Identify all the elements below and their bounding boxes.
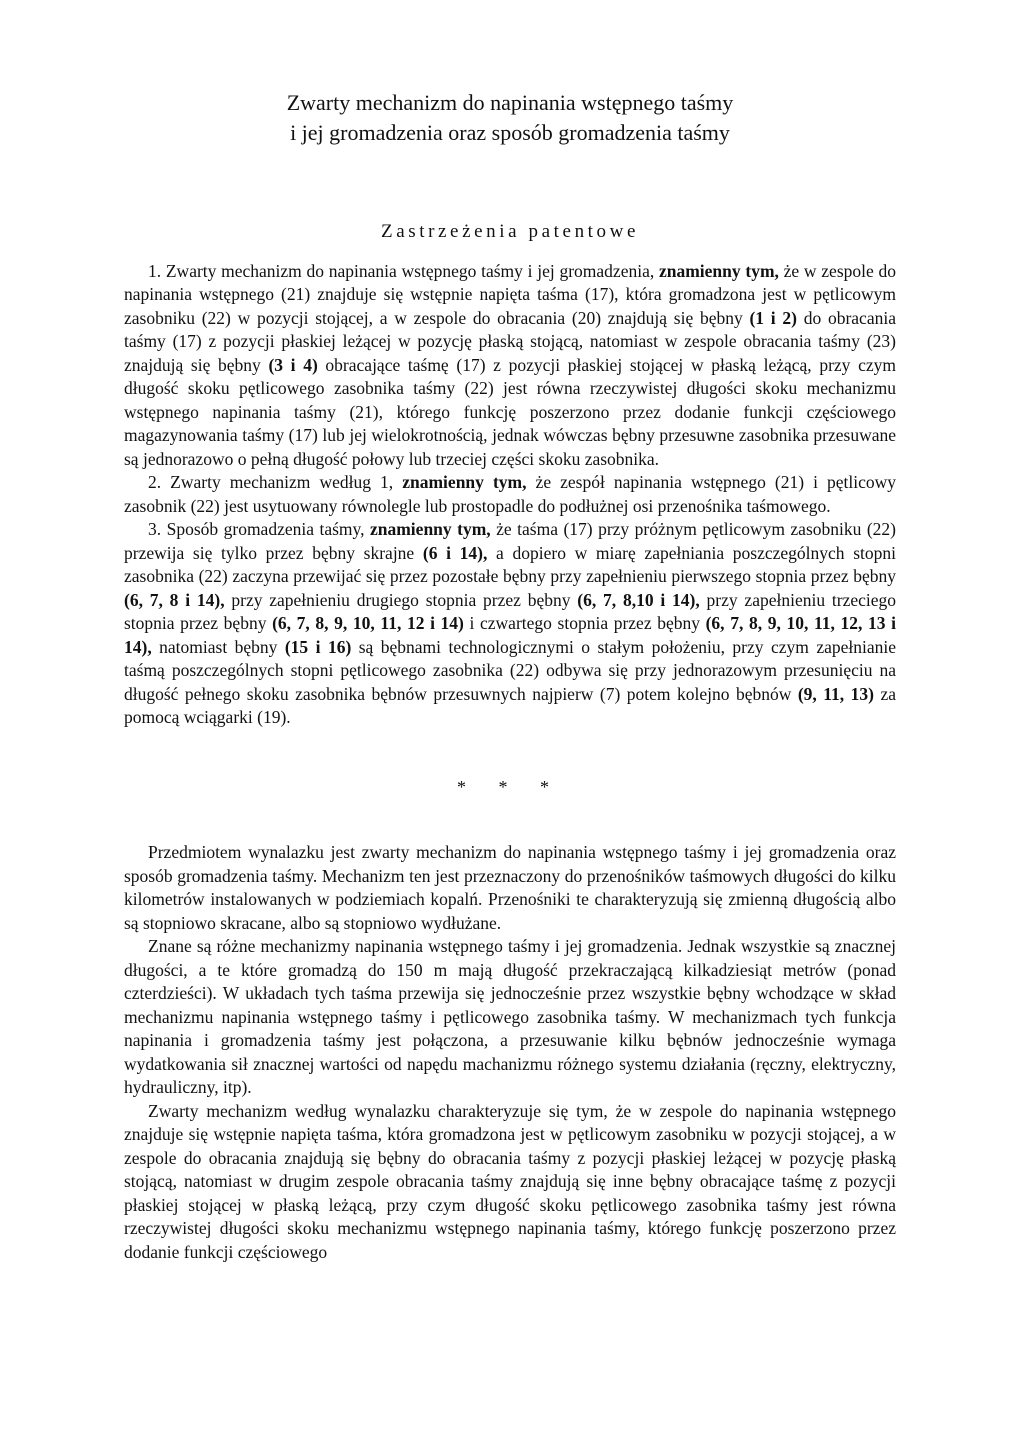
claim-2	[124, 471, 896, 518]
claims-section	[124, 260, 896, 730]
claim-3-ref-f: (6, 7, 8 i 14),	[124, 589, 225, 610]
section-separator: * * *	[457, 776, 563, 797]
claim-3-ref-j: (6, 7, 8, 9, 10, 11, 12 i 14)	[272, 613, 464, 633]
claim-1-text-c: że w zespole do napinania wstępnego (21) znajduje się wstępnie napięta taśma (17), która gromadzona jest w pętlicowym zasobniku (22) w pozycji stojącej, a w zespole do obracania (20) znajdują się bębny	[124, 260, 896, 328]
claim-3-text-c: że taśma (17) przy próżnym pętlicowym zasobniku (22) przewija się tylko przez bębny skrajne	[124, 519, 897, 563]
claim-3-text-g: przy zapełnieniu drugiego stopnia przez bębny	[224, 589, 578, 610]
claims-heading: Zastrzeżenia patentowe	[380, 221, 639, 242]
description-paragraph-3: Zwarty mechanizm według wynalazku charakteryzuje się tym, że w zespole do napinania wstępnego znajduje się wstępnie napięta taśma, która gromadzona jest w pętlicowym zasobniku w pozycji stojącej, a w zespole do obracania znajdują się bębny do obracania taśmy z pozycji płaskiej leżącej w pozycję płaską stojącą, natomiast w drugim zespole obracania taśmy znajdują się inne bębny obracające taśmę z pozycji płaskiej stojącej w płaską leżącą, przy czym długość skoku pętlicowego zasobnika taśmy jest równa rzeczywistej długości skoku mechanizmu wstępnego napinania taśmy, którego funkcję poszerzono przez dodanie funkcji częściowego	[124, 1100, 896, 1262]
claim-1-ref-d: (1 i 2)	[749, 307, 797, 328]
claim-1	[124, 260, 896, 472]
claim-3-keyword: znamienny tym,	[369, 519, 491, 539]
claim-3-ref-p: (9, 11, 13)	[797, 683, 874, 704]
claim-3-text-o: są bębnami technologicznymi o stałym położeniu, przy czym zapełnianie taśmą poszczególnych stopni pętlicowego zasobnika (22) odbywa się przy jednorazowym przesunięciu na długość pełnego skoku zasobnika bębnów przesuwnych najpierw (7) potem kolejno bębnów	[124, 636, 896, 704]
description-paragraph-2: Znane są różne mechanizmy napinania wstępnego taśmy i jej gromadzenia. Jednak wszystkie są znacznej długości, a te które gromadzą do 150 m mają długość przekraczającą kilkadziesiąt metrów (ponad czterdzieści). W układach tych taśma przewija się jednocześnie przez wszystkie bębny wchodzące w skład mechanizmu napinania wstępnego taśmy i pętlicowego zasobnika taśmy. W mechanizmach tych funkcja napinania i gromadzenia taśmy jest połączona, a przesuwanie kilku bębnów jednocześnie wymaga wydatkowania sił znacznej wartości od napędu machanizmu różnego systemu działania (ręczny, elektryczny, hydrauliczny, itp).	[124, 936, 896, 1097]
claim-2-text-c: że zespół napinania wstępnego (21) i pętlicowy zasobnik (22) jest usytuowany równolegle lub prostopadle do podłużnej osi przenośnika taśmowego.	[124, 472, 897, 516]
claim-3-text-a: 3. Sposób gromadzenia taśmy,	[148, 519, 370, 539]
claim-2-text-a: 2. Zwarty mechanizm według 1,	[148, 472, 403, 492]
claim-1-ref-f: (3 i 4)	[268, 354, 318, 375]
claim-3-text-i: przy zapełnieniu trzeciego stopnia przez bębny	[124, 589, 897, 633]
claim-3-text-q: za pomocą wciągarki (19).	[124, 683, 896, 727]
claim-2-keyword: znamienny tym,	[402, 472, 527, 492]
claim-3-ref-l: (6, 7, 8, 9, 10, 11, 12, 13 i 14),	[124, 613, 896, 657]
claim-1-text-a: 1. Zwarty mechanizm do napinania wstępnego taśmy i jej gromadzenia,	[148, 260, 659, 281]
description-paragraph-1: Przedmiotem wynalazku jest zwarty mechanizm do napinania wstępnego taśmy i jej gromadzenia oraz sposób gromadzenia taśmy. Mechanizm ten jest przeznaczony do przenośników taśmowych długości do kilku kilometrów instalowanych w podziemiach kopalń. Przenośniki te charakteryzują się zmienną długością albo są stopniowo skracane, albo są stopniowo wydłużane.	[124, 842, 896, 933]
claim-3-text-m: natomiast bębny	[151, 636, 285, 657]
claim-3-ref-h: (6, 7, 8,10 i 14),	[577, 589, 700, 610]
claim-3-text-k: i czwartego stopnia przez bębny	[463, 613, 706, 633]
patent-page	[124, 80, 896, 1264]
description-section	[124, 841, 896, 1264]
claim-3-ref-n: (15 i 16)	[284, 636, 352, 657]
document-title	[124, 88, 896, 148]
claim-3-text-e: a dopiero w miarę zapełniania poszczególnych stopni zasobnika (22) zaczyna przewijać się przez pozostałe bębny przy zapełnieniu pierwszego stopnia przez bębny	[124, 542, 896, 586]
claim-1-keyword: znamienny tym,	[658, 260, 779, 281]
claim-1-text-g: obracające taśmę (17) z pozycji płaskiej stojącej w płaską leżącą, przy czym długość skoku pętlicowego zasobnika taśmy (22) jest równa rzeczywistej długości skoku mechanizmu wstępnego napinania taśmy (21), którego funkcję poszerzono przez dodanie funkcji częściowego magazynowania taśmy (17) lub jej wielokrotnością, jednak wówczas bębny przesuwne zasobnika przesuwane są jednorazowo o pełną długość połowy lub trzeciej części skoku zasobnika.	[124, 354, 896, 469]
claim-3-ref-d: (6 i 14),	[422, 542, 488, 563]
title-line-2: i jej gromadzenia oraz sposób gromadzenia taśmy	[290, 120, 730, 145]
title-line-1: Zwarty mechanizm do napinania wstępnego taśmy	[286, 90, 734, 115]
claim-1-text-e: do obracania taśmy (17) z pozycji płaskiej leżącej w pozycję płaską stojącą, natomiast w zespole obracania taśmy (23) znajdują się bębny	[124, 307, 896, 375]
claim-3	[124, 518, 896, 730]
